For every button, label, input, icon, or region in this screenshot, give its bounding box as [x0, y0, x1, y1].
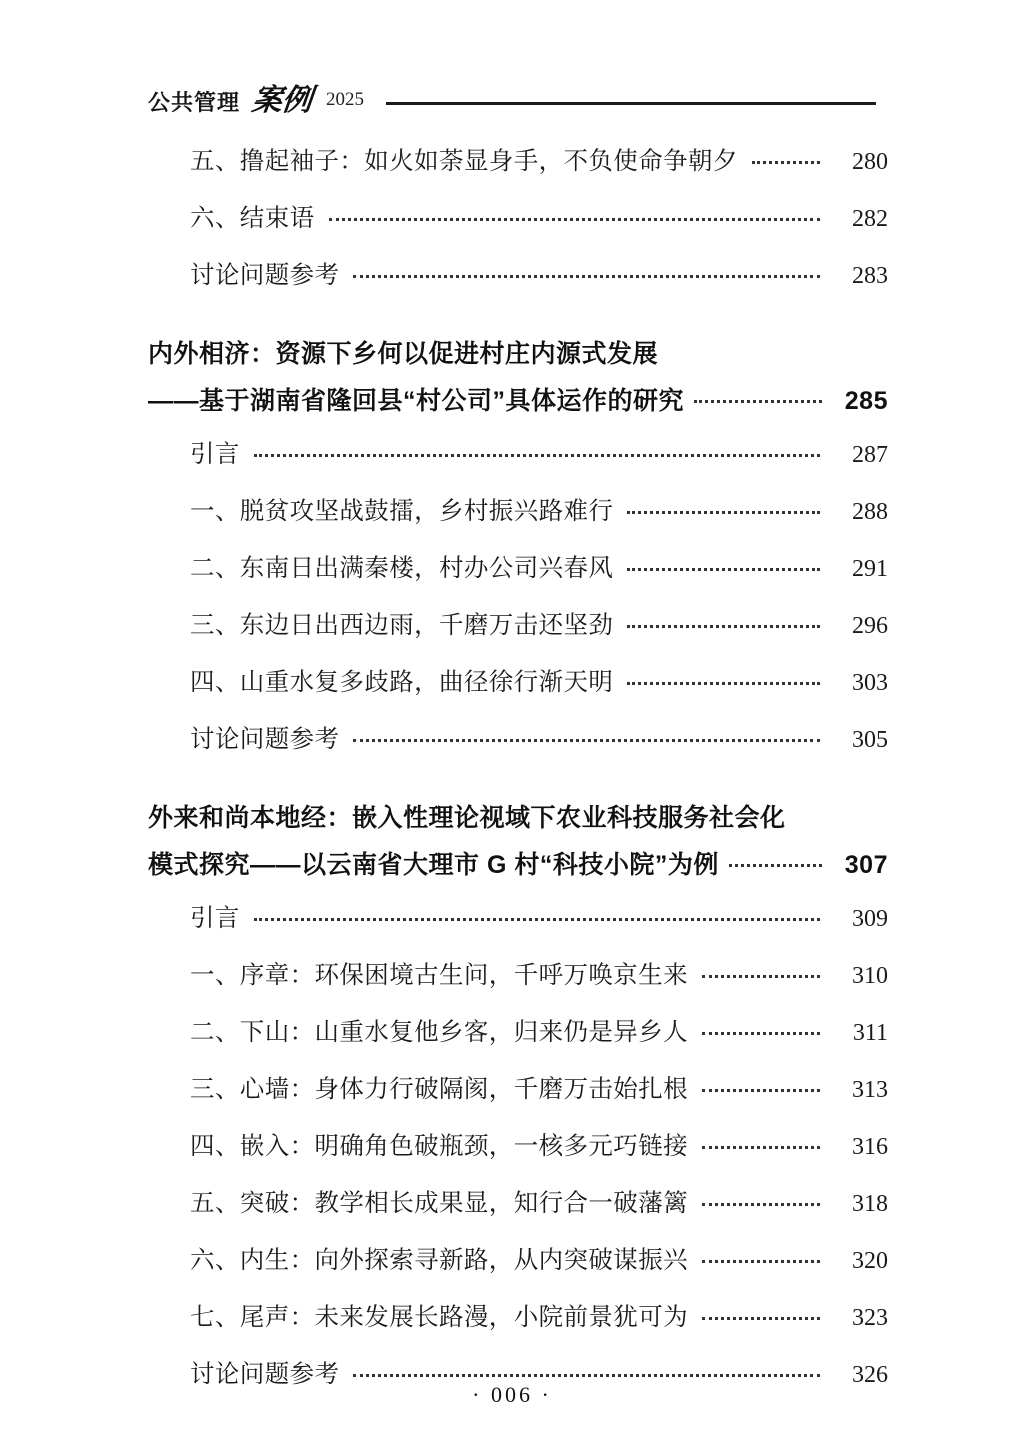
toc-entry-label: 六、结束语	[190, 205, 315, 232]
toc-group-page: 307	[844, 851, 888, 879]
header-rule	[386, 102, 876, 105]
toc-entry-label: 四、嵌入：明确角色破瓶颈，一核多元巧链接	[190, 1133, 688, 1160]
dot-leader	[702, 1088, 820, 1092]
toc-group-subtitle: 模式探究——以云南省大理市 G 村“科技小院”为例	[148, 851, 719, 879]
page-footer: · 006 ·	[472, 1382, 552, 1407]
toc-entry-label: 六、内生：向外探索寻新路，从内突破谋振兴	[190, 1247, 688, 1274]
dot-leader	[329, 217, 821, 221]
dot-leader	[353, 1373, 820, 1377]
dot-leader	[702, 1031, 820, 1035]
dot-leader	[254, 917, 820, 921]
toc-entry[interactable]	[148, 606, 888, 663]
toc-entry-page: 303	[852, 670, 888, 696]
toc-group-page: 285	[844, 387, 888, 415]
toc-entry[interactable]	[148, 1298, 888, 1355]
header-script-word: 案例	[250, 84, 314, 117]
table-of-contents	[148, 142, 888, 1412]
header-book-title: 公共管理	[148, 89, 241, 115]
toc-entry-label: 五、撸起袖子：如火如荼显身手，不负使命争朝夕	[190, 148, 738, 175]
toc-entry-page: 288	[852, 499, 888, 525]
dot-leader	[627, 681, 820, 685]
toc-entry-label: 一、脱贫攻坚战鼓擂，乡村振兴路难行	[190, 498, 614, 525]
dot-leader	[702, 1259, 820, 1263]
dot-leader	[627, 510, 820, 514]
toc-entry-page: 283	[852, 263, 888, 289]
toc-entry[interactable]	[148, 720, 888, 777]
dot-leader	[627, 624, 820, 628]
toc-entry[interactable]	[148, 492, 888, 549]
toc-entry[interactable]	[148, 1184, 888, 1241]
toc-entry[interactable]	[148, 142, 888, 199]
toc-entry-label: 引言	[190, 441, 240, 468]
toc-entry-label: 四、山重水复多歧路，曲径徐行渐天明	[190, 669, 614, 696]
toc-entry-label: 七、尾声：未来发展长路漫，小院前景犹可为	[190, 1304, 688, 1331]
toc-group	[148, 327, 888, 777]
toc-entry[interactable]	[148, 256, 888, 313]
toc-entry-label: 讨论问题参考	[190, 262, 340, 289]
toc-entry-label: 讨论问题参考	[190, 1361, 340, 1388]
toc-entry-label: 二、东南日出满秦楼，村办公司兴春风	[190, 555, 614, 582]
dot-leader	[353, 274, 820, 278]
toc-entry[interactable]	[148, 956, 888, 1013]
toc-entry-label: 引言	[190, 905, 240, 932]
toc-entry-label: 三、东边日出西边雨，千磨万击还坚劲	[190, 612, 614, 639]
toc-entry[interactable]	[148, 1241, 888, 1298]
dot-leader	[752, 160, 820, 164]
dot-leader	[702, 1145, 820, 1149]
toc-entry-label: 二、下山：山重水复他乡客，归来仍是异乡人	[190, 1019, 688, 1046]
toc-entry[interactable]	[148, 435, 888, 492]
toc-entry-page: 323	[852, 1305, 888, 1331]
dot-leader	[702, 1202, 820, 1206]
toc-entry-label: 五、突破：教学相长成果显，知行合一破藩篱	[190, 1190, 688, 1217]
toc-entry[interactable]	[148, 1013, 888, 1070]
toc-entry-label: 讨论问题参考	[190, 726, 340, 753]
toc-entry-page: 311	[852, 1020, 888, 1046]
toc-entry-page: 291	[852, 556, 888, 582]
toc-entry[interactable]	[148, 549, 888, 606]
header-year: 2025	[326, 89, 365, 110]
toc-group-title-line1[interactable]: 内外相济：资源下乡何以促进村庄内源式发展	[148, 340, 659, 368]
toc-entry-page: 282	[852, 206, 888, 232]
running-header	[148, 78, 876, 124]
dot-leader	[627, 567, 820, 571]
dot-leader	[702, 1316, 820, 1320]
toc-entry[interactable]	[148, 1127, 888, 1184]
toc-entry-page: 326	[852, 1362, 888, 1388]
toc-entry[interactable]	[148, 663, 888, 720]
toc-group-title-line1[interactable]: 外来和尚本地经：嵌入性理论视域下农业科技服务社会化	[148, 804, 786, 832]
toc-group-subtitle: ——基于湖南省隆回县“村公司”具体运作的研究	[148, 387, 685, 415]
dot-leader	[353, 738, 820, 742]
toc-entry[interactable]	[148, 1070, 888, 1127]
toc-entry-page: 320	[852, 1248, 888, 1274]
toc-group-title-line2[interactable]	[148, 845, 888, 899]
toc-entry-label: 一、序章：环保困境古生问，千呼万唤京生来	[190, 962, 688, 989]
toc-entry-page: 296	[852, 613, 888, 639]
toc-entry[interactable]	[148, 199, 888, 256]
toc-entry-page: 318	[852, 1191, 888, 1217]
toc-entry-page: 313	[852, 1077, 888, 1103]
toc-entry[interactable]	[148, 899, 888, 956]
dot-leader	[694, 399, 822, 403]
toc-entry-page: 310	[852, 963, 888, 989]
dot-leader	[702, 974, 820, 978]
toc-entry-page: 305	[852, 727, 888, 753]
toc-entry-page: 316	[852, 1134, 888, 1160]
toc-entry-label: 三、心墙：身体力行破隔阂，千磨万击始扎根	[190, 1076, 688, 1103]
dot-leader	[254, 453, 820, 457]
dot-leader	[729, 863, 822, 867]
toc-entry-page: 309	[852, 906, 888, 932]
toc-entry-page: 287	[852, 442, 888, 468]
toc-group	[148, 791, 888, 1412]
toc-group-title-line2[interactable]	[148, 381, 888, 435]
toc-entry-page: 280	[852, 149, 888, 175]
